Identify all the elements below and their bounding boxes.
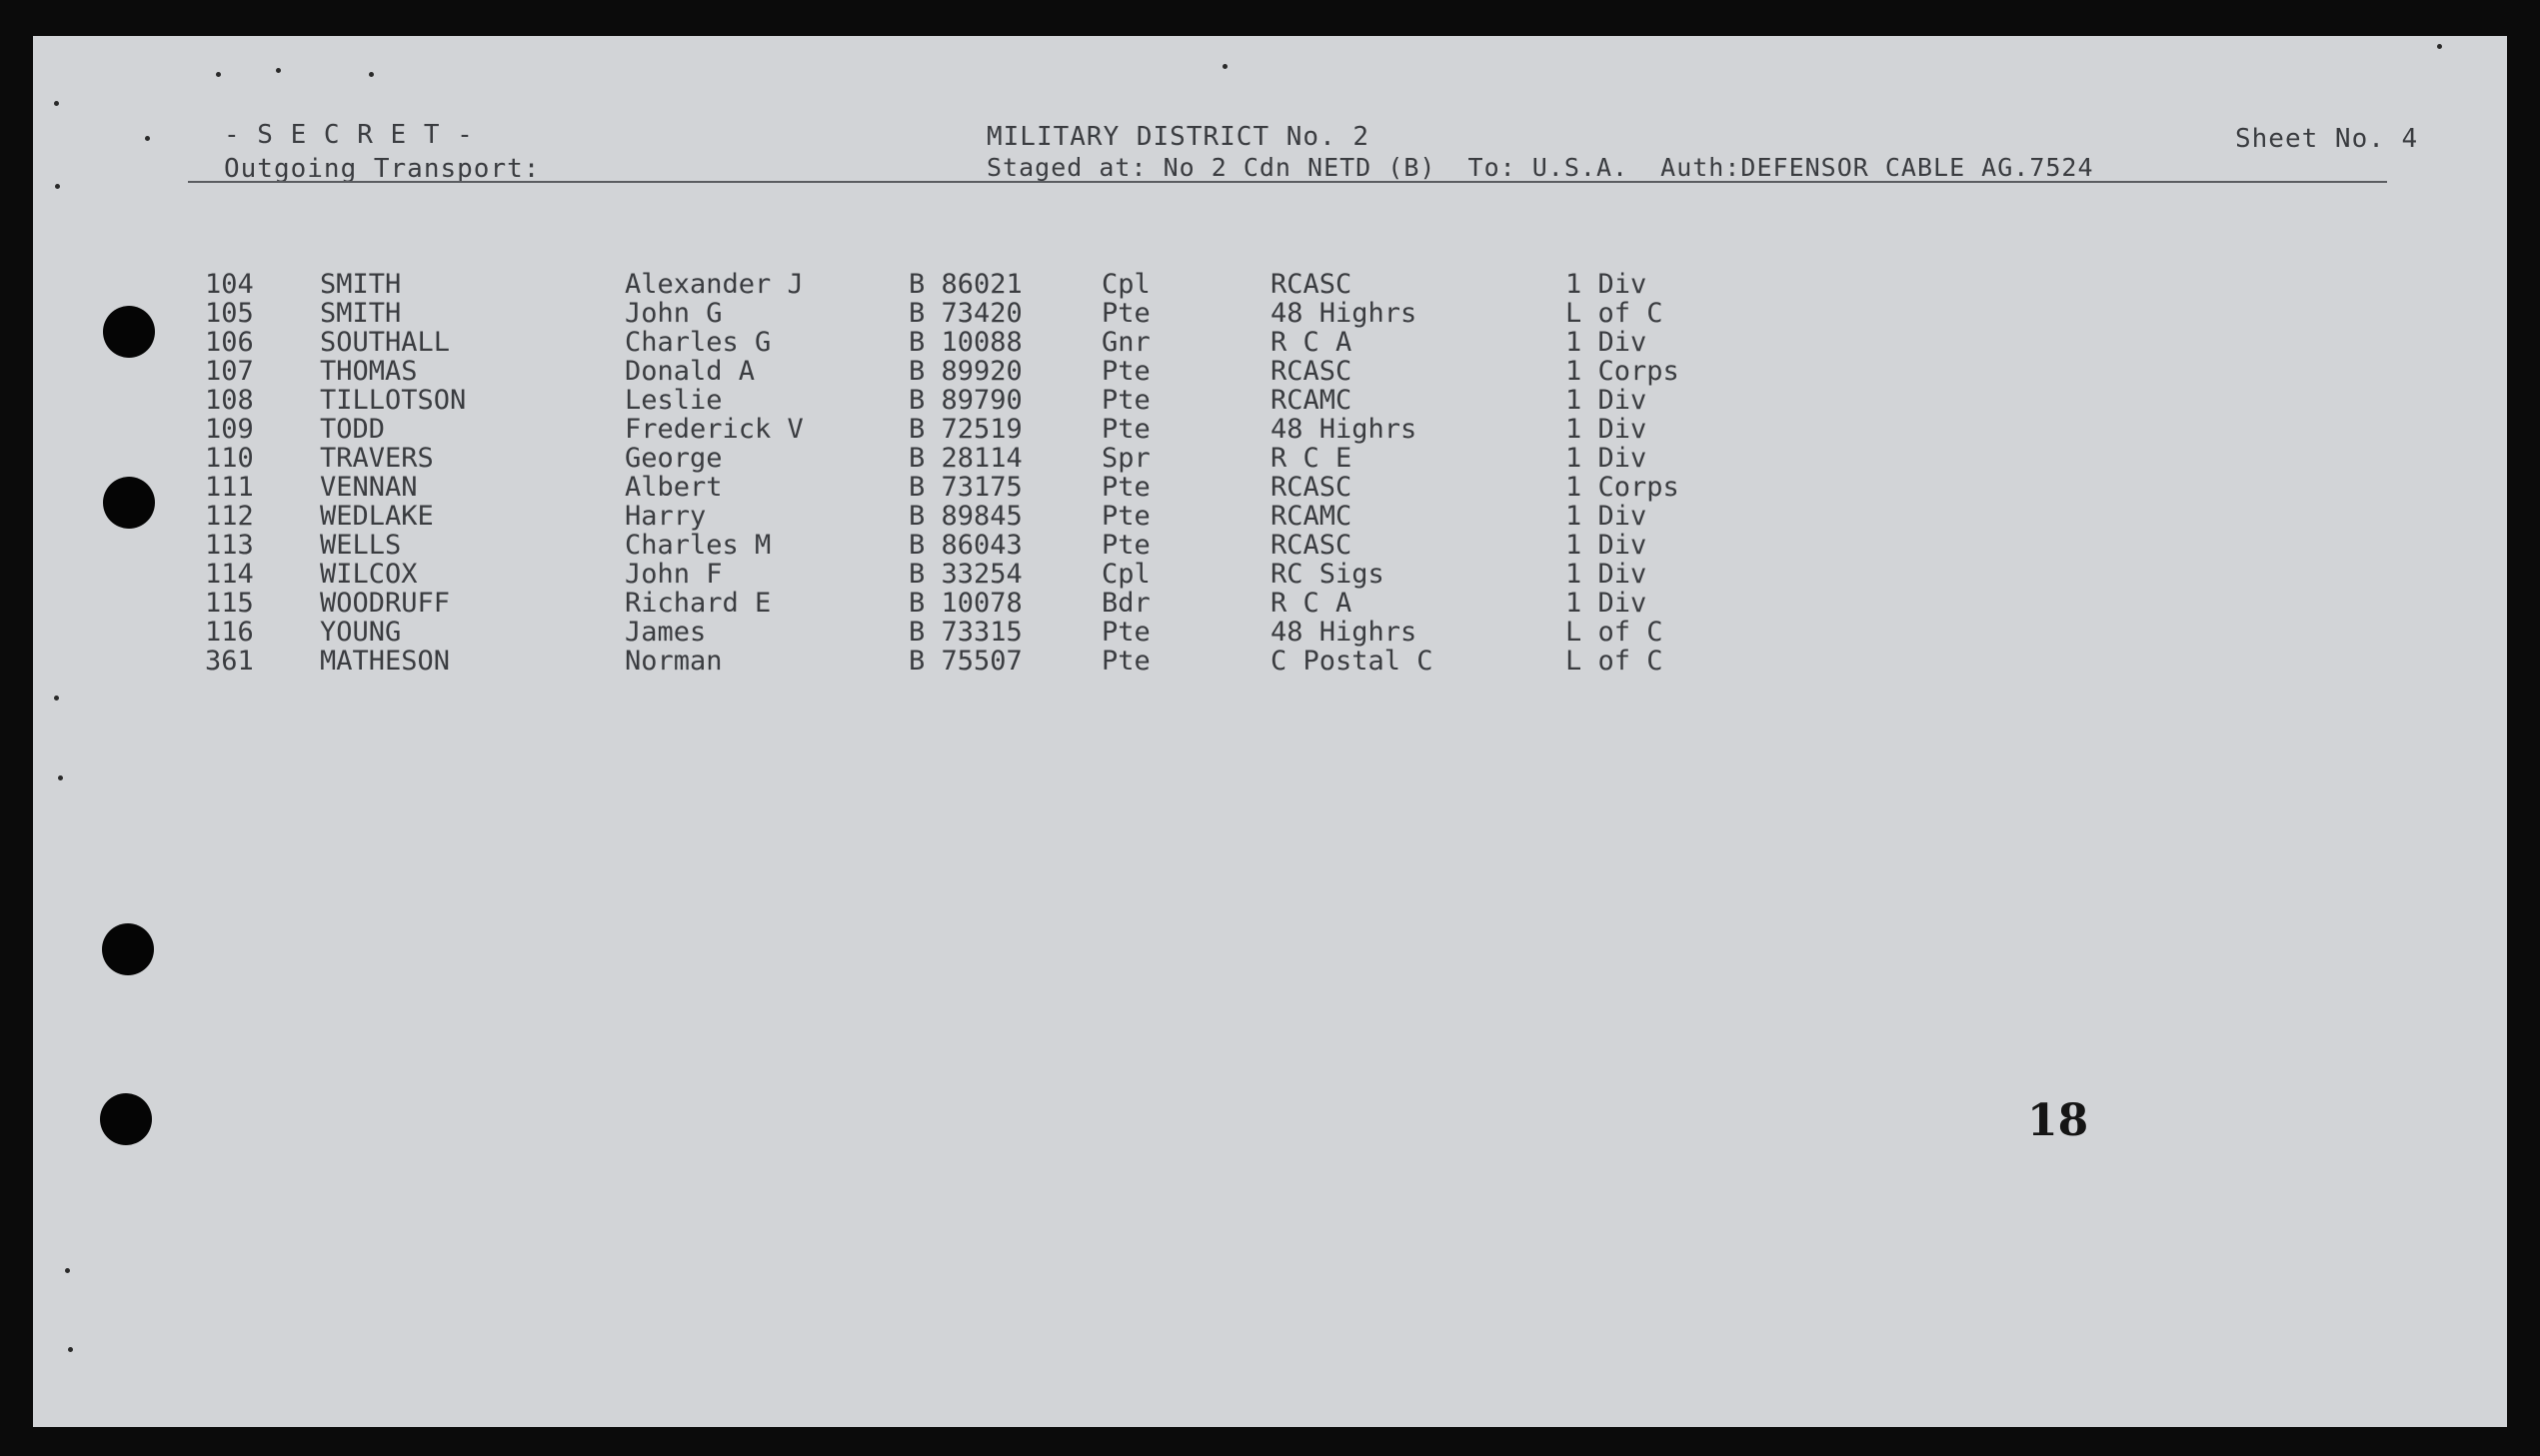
- given-name: James: [625, 617, 707, 648]
- district-title: MILITARY DISTRICT No. 2: [987, 122, 1370, 152]
- regimental-number: B 75507: [909, 646, 1023, 677]
- given-name: Albert: [625, 472, 723, 503]
- formation: 1 Div: [1565, 559, 1647, 590]
- formation: 1 Corps: [1565, 472, 1679, 503]
- rank: Bdr: [1102, 588, 1151, 619]
- roster-row: [33, 617, 1663, 648]
- rank: Pte: [1102, 617, 1151, 648]
- serial-number: 115: [205, 588, 254, 619]
- roster-row: [33, 356, 1679, 387]
- regimental-number: B 73420: [909, 298, 1023, 329]
- speck: [276, 68, 281, 73]
- roster-row: [33, 530, 1647, 561]
- surname: TRAVERS: [320, 443, 434, 474]
- rank: Gnr: [1102, 327, 1151, 358]
- rank: Pte: [1102, 530, 1151, 561]
- formation: 1 Div: [1565, 443, 1647, 474]
- regimental-number: B 86021: [909, 269, 1023, 300]
- surname: TODD: [320, 414, 386, 445]
- speck: [2437, 44, 2442, 49]
- serial-number: 361: [205, 646, 254, 677]
- rank: Pte: [1102, 501, 1151, 532]
- roster-row: [33, 443, 1647, 474]
- corps: RCASC: [1270, 269, 1352, 300]
- given-name: Charles G: [625, 327, 772, 358]
- corps: RCAMC: [1270, 385, 1352, 416]
- corps: RC Sigs: [1270, 559, 1384, 590]
- serial-number: 112: [205, 501, 254, 532]
- surname: THOMAS: [320, 356, 418, 387]
- roster-row: [33, 472, 1679, 503]
- speck: [65, 1268, 70, 1273]
- surname: WOODRUFF: [320, 588, 451, 619]
- document-sheet: [33, 36, 2507, 1427]
- rank: Pte: [1102, 414, 1151, 445]
- punch-hole: [102, 923, 154, 975]
- classification-mark: - S E C R E T -: [224, 120, 474, 150]
- serial-number: 106: [205, 327, 254, 358]
- speck: [55, 184, 60, 189]
- given-name: Alexander J: [625, 269, 804, 300]
- formation: 1 Div: [1565, 385, 1647, 416]
- corps: R C A: [1270, 327, 1352, 358]
- speck: [54, 101, 59, 106]
- corps: RCASC: [1270, 356, 1352, 387]
- serial-number: 110: [205, 443, 254, 474]
- roster-row: [33, 588, 1647, 619]
- corps: RCASC: [1270, 530, 1352, 561]
- surname: YOUNG: [320, 617, 402, 648]
- formation: 1 Div: [1565, 269, 1647, 300]
- given-name: Norman: [625, 646, 723, 677]
- serial-number: 113: [205, 530, 254, 561]
- given-name: John G: [625, 298, 723, 329]
- given-name: Richard E: [625, 588, 772, 619]
- rank: Cpl: [1102, 269, 1151, 300]
- surname: WILCOX: [320, 559, 418, 590]
- regimental-number: B 73315: [909, 617, 1023, 648]
- roster-row: [33, 559, 1647, 590]
- rank: Pte: [1102, 646, 1151, 677]
- roster-row: [33, 327, 1647, 358]
- speck: [216, 72, 221, 77]
- serial-number: 105: [205, 298, 254, 329]
- roster-row: [33, 269, 1647, 300]
- surname: MATHESON: [320, 646, 451, 677]
- formation: 1 Div: [1565, 327, 1647, 358]
- regimental-number: B 10078: [909, 588, 1023, 619]
- corps: R C E: [1270, 443, 1352, 474]
- speck: [1223, 64, 1228, 69]
- serial-number: 107: [205, 356, 254, 387]
- surname: WEDLAKE: [320, 501, 434, 532]
- staged-line: Staged at: No 2 Cdn NETD (B) To: U.S.A. Auth:DEFENSOR CABLE AG.7524: [987, 153, 2094, 182]
- formation: 1 Div: [1565, 588, 1647, 619]
- surname: SMITH: [320, 298, 402, 329]
- rank: Cpl: [1102, 559, 1151, 590]
- given-name: Harry: [625, 501, 707, 532]
- formation: 1 Div: [1565, 414, 1647, 445]
- formation: 1 Corps: [1565, 356, 1679, 387]
- roster-row: [33, 414, 1647, 445]
- given-name: John F: [625, 559, 723, 590]
- header-rule: [188, 181, 2387, 183]
- surname: SOUTHALL: [320, 327, 451, 358]
- corps: RCASC: [1270, 472, 1352, 503]
- formation: 1 Div: [1565, 530, 1647, 561]
- surname: TILLOTSON: [320, 385, 467, 416]
- roster-row: [33, 501, 1647, 532]
- regimental-number: B 28114: [909, 443, 1023, 474]
- serial-number: 108: [205, 385, 254, 416]
- surname: SMITH: [320, 269, 402, 300]
- regimental-number: B 86043: [909, 530, 1023, 561]
- corps: 48 Highrs: [1270, 414, 1417, 445]
- formation: L of C: [1565, 298, 1663, 329]
- serial-number: 116: [205, 617, 254, 648]
- given-name: Leslie: [625, 385, 723, 416]
- corps: 48 Highrs: [1270, 298, 1417, 329]
- speck: [145, 136, 150, 141]
- regimental-number: B 33254: [909, 559, 1023, 590]
- formation: 1 Div: [1565, 501, 1647, 532]
- page-number: 18: [2027, 1095, 2089, 1146]
- rank: Pte: [1102, 385, 1151, 416]
- rank: Spr: [1102, 443, 1151, 474]
- formation: L of C: [1565, 617, 1663, 648]
- given-name: Charles M: [625, 530, 772, 561]
- surname: WELLS: [320, 530, 402, 561]
- regimental-number: B 89790: [909, 385, 1023, 416]
- serial-number: 109: [205, 414, 254, 445]
- regimental-number: B 72519: [909, 414, 1023, 445]
- speck: [68, 1347, 73, 1352]
- surname: VENNAN: [320, 472, 418, 503]
- corps: RCAMC: [1270, 501, 1352, 532]
- rank: Pte: [1102, 356, 1151, 387]
- corps: R C A: [1270, 588, 1352, 619]
- regimental-number: B 73175: [909, 472, 1023, 503]
- roster-row: [33, 298, 1663, 329]
- rank: Pte: [1102, 472, 1151, 503]
- serial-number: 111: [205, 472, 254, 503]
- transport-label: Outgoing Transport:: [224, 154, 541, 184]
- corps: C Postal C: [1270, 646, 1433, 677]
- regimental-number: B 10088: [909, 327, 1023, 358]
- serial-number: 104: [205, 269, 254, 300]
- given-name: George: [625, 443, 723, 474]
- serial-number: 114: [205, 559, 254, 590]
- sheet-number: Sheet No. 4: [2235, 124, 2419, 154]
- corps: 48 Highrs: [1270, 617, 1417, 648]
- roster-row: [33, 646, 1663, 677]
- speck: [369, 72, 374, 77]
- rank: Pte: [1102, 298, 1151, 329]
- punch-hole: [100, 1093, 152, 1145]
- regimental-number: B 89845: [909, 501, 1023, 532]
- given-name: Donald A: [625, 356, 756, 387]
- roster-row: [33, 385, 1647, 416]
- formation: L of C: [1565, 646, 1663, 677]
- given-name: Frederick V: [625, 414, 804, 445]
- regimental-number: B 89920: [909, 356, 1023, 387]
